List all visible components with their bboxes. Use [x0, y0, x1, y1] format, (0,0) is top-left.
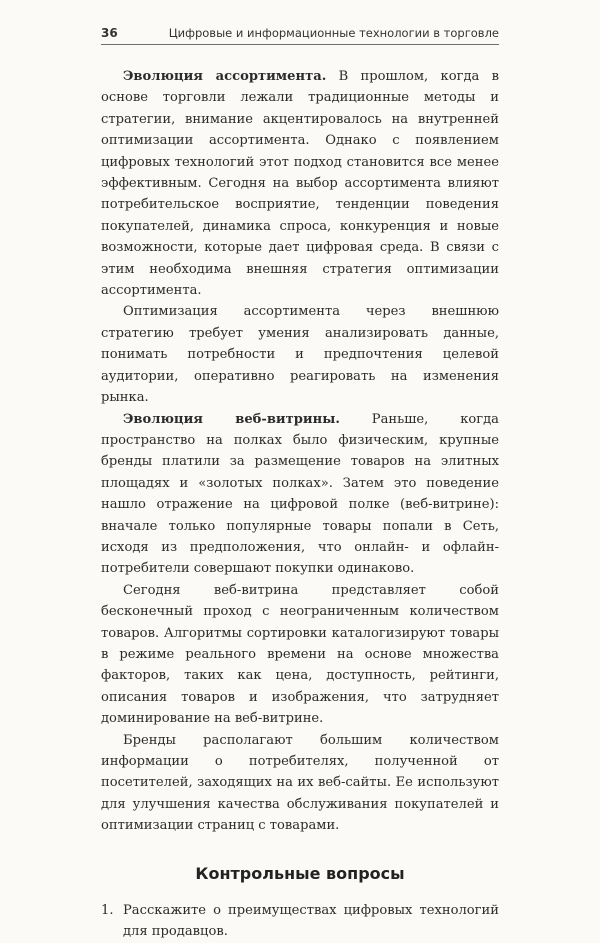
paragraph-text: Бренды располагают большим количеством информации о потребителях, полученной от посетителей, заходящих на их веб-сайты. Ее используют для улучшения качества обслуживания покупателей и оптимизации страниц с товарами. — [101, 732, 499, 834]
page-body — [101, 66, 499, 943]
paragraph-text: В прошлом, когда в основе торговли лежали традиционные методы и стратегии, внимание акцентировалось на внутренней оптимизации ассортимента. Однако с появлением цифровых технологий этот подход становится все менее эффективным. Сегодня на выбор ассортимента влияют потребительское восприятие, тенденции поведения покупателей, динамика спроса, конкуренция и новые возможности, которые дает цифровая среда. В связи с этим необходима внешняя стратегия оптимизации ассортимента. — [101, 69, 500, 299]
running-header — [101, 26, 499, 45]
paragraph-text: Раньше, когда пространство на полках было физическим, крупные бренды платили за размещение товаров на элитных площадях и «золотых полках». Затем это поведение нашло отражение на цифровой полке (веб-витрине): вначале только популярные товары попали в Сеть, исходя из предположения, что онлайн- и офлайн-потребители совершают покупки одинаково. — [101, 411, 499, 577]
paragraph-external-strategy — [101, 301, 499, 408]
questions-list — [101, 900, 499, 943]
paragraph-lead: Эволюция ассортимента. — [123, 69, 327, 84]
paragraph-assortment-evolution — [101, 66, 499, 301]
question-text: Расскажите о преимуществах цифровых технологий для продавцов. — [123, 903, 499, 940]
paragraph-text: Сегодня веб-витрина представляет собой бесконечный проход с неограниченным количеством товаров. Алгоритмы сортировки каталогизируют товары в режиме реального времени на основе множества факторов, таких как цена, доступность, рейтинги, описания товаров и изображения, что затрудняет доминирование на веб-витрине. — [101, 582, 499, 727]
question-number: 1. — [101, 903, 114, 919]
paragraph-brand-information — [101, 730, 499, 837]
section-heading: Контрольные вопросы — [195, 863, 405, 883]
question-item — [101, 900, 499, 943]
paragraph-text: Оптимизация ассортимента через внешнюю стратегию требует умения анализировать данные, понимать потребности и предпочтения целевой аудитории, оперативно реагировать на изменения рынка. — [101, 304, 499, 406]
paragraph-endless-aisle — [101, 580, 499, 730]
paragraph-lead: Эволюция веб-витрины. — [123, 411, 340, 427]
page-number: 36 — [101, 26, 118, 40]
paragraph-web-shelf-evolution — [101, 409, 499, 580]
running-title: Цифровые и информационные технологии в торговле — [168, 26, 499, 40]
